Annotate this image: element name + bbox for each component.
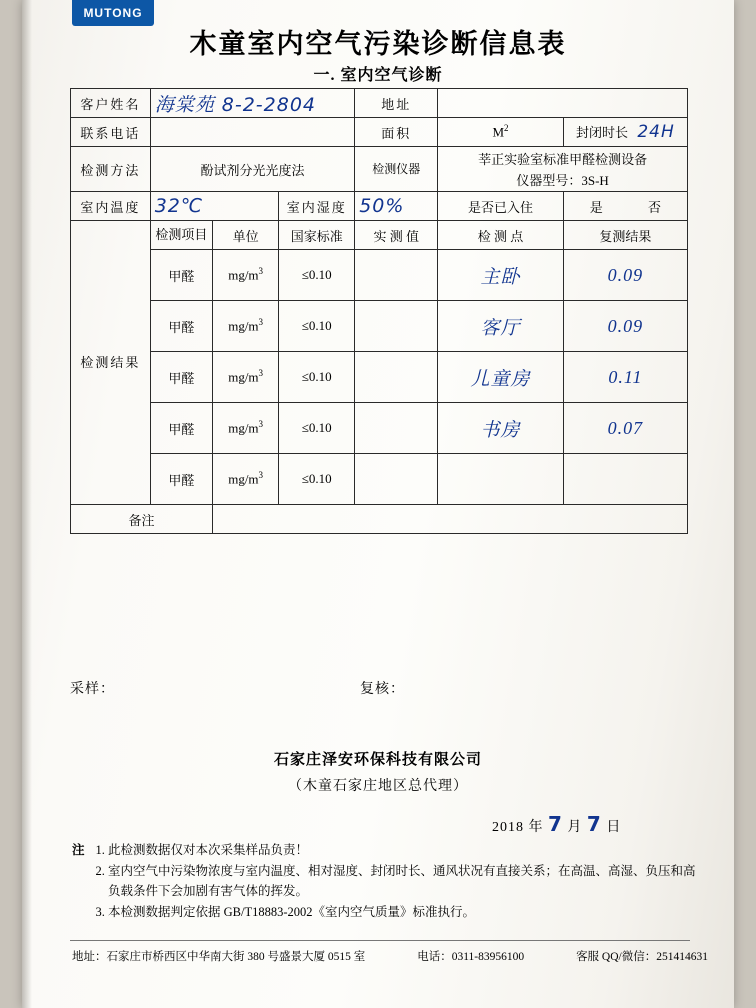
table-row-environment (71, 192, 688, 221)
col-retest: 复测结果 (563, 221, 687, 250)
note-item: 2. 室内空气中污染物浓度与室内温度、相对湿度、封闭时长、通风状况有直接关系；在高温、高湿、负压和高负载条件下会加剧有害气体的挥发。 (108, 861, 702, 901)
row4-item: 甲醛 (150, 454, 212, 505)
col-item: 检测项目 (150, 221, 212, 250)
row2-point: 儿童房 (438, 352, 564, 403)
row1-standard: ≤0.10 (279, 301, 355, 352)
occupied-label: 是否已入住 (438, 192, 564, 221)
table-row-method (71, 147, 688, 192)
table-row (71, 352, 688, 403)
closed-duration-value: 24H (637, 122, 675, 142)
instrument-cell (438, 147, 688, 192)
table-row (71, 403, 688, 454)
method-label: 检测方法 (71, 147, 151, 192)
table-row-phone (71, 118, 688, 147)
notes-heading: 注 (72, 843, 85, 857)
footer-phone: 电话：0311-83956100 (417, 951, 525, 963)
instrument-value: 莘正实验室标准甲醛检测设备 (478, 152, 648, 167)
address-value (438, 89, 688, 118)
table-row (71, 250, 688, 301)
company-agent: （木童石家庄地区总代理） (288, 779, 468, 794)
table-row-remark (71, 505, 688, 534)
row4-standard: ≤0.10 (279, 454, 355, 505)
results-header-row (71, 221, 688, 250)
table-row (71, 454, 688, 505)
address-label: 地址 (355, 89, 438, 118)
section-subtitle: 一. 室内空气诊断 (313, 67, 443, 84)
results-side-label (71, 221, 151, 505)
occupied-yes[interactable]: 是 (589, 199, 603, 215)
notes-block (72, 840, 702, 923)
row1-point: 客厅 (438, 301, 564, 352)
row0-standard: ≤0.10 (279, 250, 355, 301)
row0-retest: 0.09 (563, 250, 687, 301)
row3-unit: $mg/m^3$ (212, 403, 278, 454)
occupied-options (563, 192, 687, 221)
row4-measured (355, 454, 438, 505)
table-row-customer (71, 89, 688, 118)
row4-point (438, 454, 564, 505)
phone-value (150, 118, 354, 147)
col-measured: 实 测 值 (355, 221, 438, 250)
review-label: 复核： (360, 682, 405, 697)
customer-label: 客户姓名 (71, 89, 151, 118)
area-label: 面积 (355, 118, 438, 147)
instrument-model: 仪器型号：3S-H (516, 173, 609, 188)
row1-measured (355, 301, 438, 352)
humidity-label: 室内湿度 (279, 192, 355, 221)
footer-contact (72, 948, 708, 964)
diagnosis-form-table (70, 88, 688, 534)
document-page (22, 0, 734, 1008)
row0-item: 甲醛 (150, 250, 212, 301)
logo-text: MUTONG (83, 6, 143, 20)
phone-label: 联系电话 (71, 118, 151, 147)
company-block (22, 748, 734, 795)
row0-point: 主卧 (438, 250, 564, 301)
row2-measured (355, 352, 438, 403)
instrument-label: 检测仪器 (355, 147, 438, 192)
temperature-value: 32℃ (150, 192, 279, 221)
page-title: 木童室内空气污染诊断信息表 (189, 29, 567, 59)
date-day-label: 日 (606, 820, 622, 835)
date-year: 2018 (492, 820, 524, 835)
row0-measured (355, 250, 438, 301)
humidity-value: 50% (355, 192, 438, 221)
date-line (492, 812, 621, 836)
temperature-label: 室内温度 (71, 192, 151, 221)
note-item: 3. 本检测数据判定依据 GB/T18883-2002《室内空气质量》标准执行。 (108, 902, 702, 922)
remark-label: 备注 (71, 505, 213, 534)
row4-unit: $mg/m^3$ (212, 454, 278, 505)
remark-value (212, 505, 687, 534)
row3-standard: ≤0.10 (279, 403, 355, 454)
row1-retest: 0.09 (563, 301, 687, 352)
row3-measured (355, 403, 438, 454)
footer-address: 地址：石家庄市桥西区中华南大街 380 号盛景大厦 0515 室 (72, 951, 366, 963)
row1-unit: $mg/m^3$ (212, 301, 278, 352)
sampling-label: 采样： (70, 682, 115, 697)
closed-duration-label: 封闭时长 (576, 125, 629, 140)
table-row (71, 301, 688, 352)
row0-unit: $mg/m^3$ (212, 250, 278, 301)
footer-divider (70, 940, 690, 941)
row3-point: 书房 (438, 403, 564, 454)
date-month: 7 (548, 812, 563, 836)
area-unit: $M^2$ (438, 118, 564, 147)
col-standard: 国家标准 (279, 221, 355, 250)
signature-row (70, 678, 688, 698)
row3-retest: 0.07 (563, 403, 687, 454)
date-day: 7 (586, 812, 602, 836)
note-item: 1. 此检测数据仅对本次采集样品负责！ (108, 840, 702, 860)
date-year-label: 年 (528, 820, 544, 835)
row3-item: 甲醛 (150, 403, 212, 454)
customer-value: 海棠苑 8-2-2804 (150, 89, 354, 118)
col-unit: 单位 (212, 221, 278, 250)
occupied-no[interactable]: 否 (648, 199, 662, 215)
results-side-label-text: 检测结果 (80, 354, 141, 370)
method-value: 酚试剂分光光度法 (150, 147, 354, 192)
row1-item: 甲醛 (150, 301, 212, 352)
row2-unit: $mg/m^3$ (212, 352, 278, 403)
footer-qq: 客服 QQ/微信：251414631 (576, 951, 708, 963)
company-name: 石家庄泽安环保科技有限公司 (273, 752, 482, 768)
row2-standard: ≤0.10 (279, 352, 355, 403)
row4-retest (563, 454, 687, 505)
col-point: 检 测 点 (438, 221, 564, 250)
row2-item: 甲醛 (150, 352, 212, 403)
date-month-label: 月 (567, 820, 583, 835)
row2-retest: 0.11 (563, 352, 687, 403)
closed-duration-cell (563, 118, 687, 147)
